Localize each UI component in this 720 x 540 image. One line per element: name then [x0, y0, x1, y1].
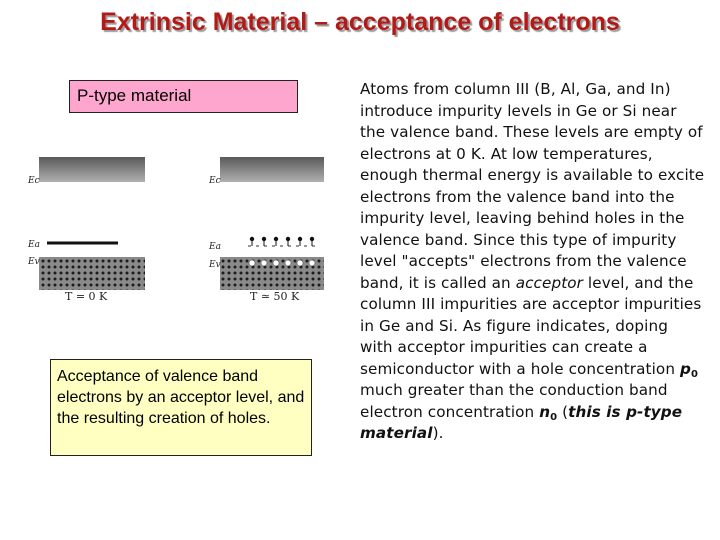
ptype-label-box [69, 80, 298, 113]
left-temperature-label: T = 0 K [65, 290, 108, 303]
body-text-2: level, and the column III impurities are acceptor impurities in Ge and Si. As figure indicates, doping with acceptor impurities can create a semiconductor with a hole concentration [360, 273, 702, 378]
left-conduction-band [39, 157, 145, 182]
left-ec-label: Ec [28, 176, 40, 186]
right-ev-label: Ev [209, 260, 221, 270]
acceptor-term: acceptor [515, 273, 583, 292]
caption-box [50, 359, 312, 456]
body-text-4: ( [557, 402, 569, 421]
band-diagram [28, 150, 328, 310]
right-ea-label: Ea [209, 242, 221, 252]
right-conduction-band [220, 157, 324, 182]
right-valence-band [220, 257, 324, 290]
ptype-emphasis: this is p-type material [360, 402, 683, 442]
page-title: Extrinsic Material – acceptance of electrons [100, 8, 620, 36]
n0-subscript: 0 [550, 411, 558, 423]
body-text-3: much greater than the conduction band electron concentration [360, 381, 668, 421]
left-panel [28, 157, 145, 303]
p0-subscript: 0 [690, 368, 699, 380]
body-paragraph [360, 79, 705, 445]
p0-symbol: p [679, 359, 691, 378]
left-ev-label: Ev [28, 257, 40, 267]
left-ea-label: Ea [28, 240, 40, 250]
caption-text: Acceptance of valence band electrons by an acceptor level, and the resulting creation of holes. [57, 368, 305, 427]
n0-symbol: n [539, 402, 551, 421]
body-text-5: ). [432, 424, 444, 442]
right-temperature-label: T ≃ 50 K [250, 290, 300, 303]
left-valence-band [39, 257, 145, 290]
right-ec-label: Ec [209, 176, 221, 186]
right-acceptor-level [248, 237, 318, 246]
body-text-1: Atoms from column III (B, Al, Ga, and In) introduce impurity levels in Ge or Si near the valence band. These levels are empty of electrons at 0 K. At low temperatures, enough thermal energy is available to excite electrons from the valence band into the impurity level, leaving behind holes in the valence band. Since this type of impurity level "accepts" electrons from the valence band, it is called an [360, 80, 705, 292]
ptype-label: P-type material [77, 86, 192, 105]
right-panel [208, 157, 324, 303]
